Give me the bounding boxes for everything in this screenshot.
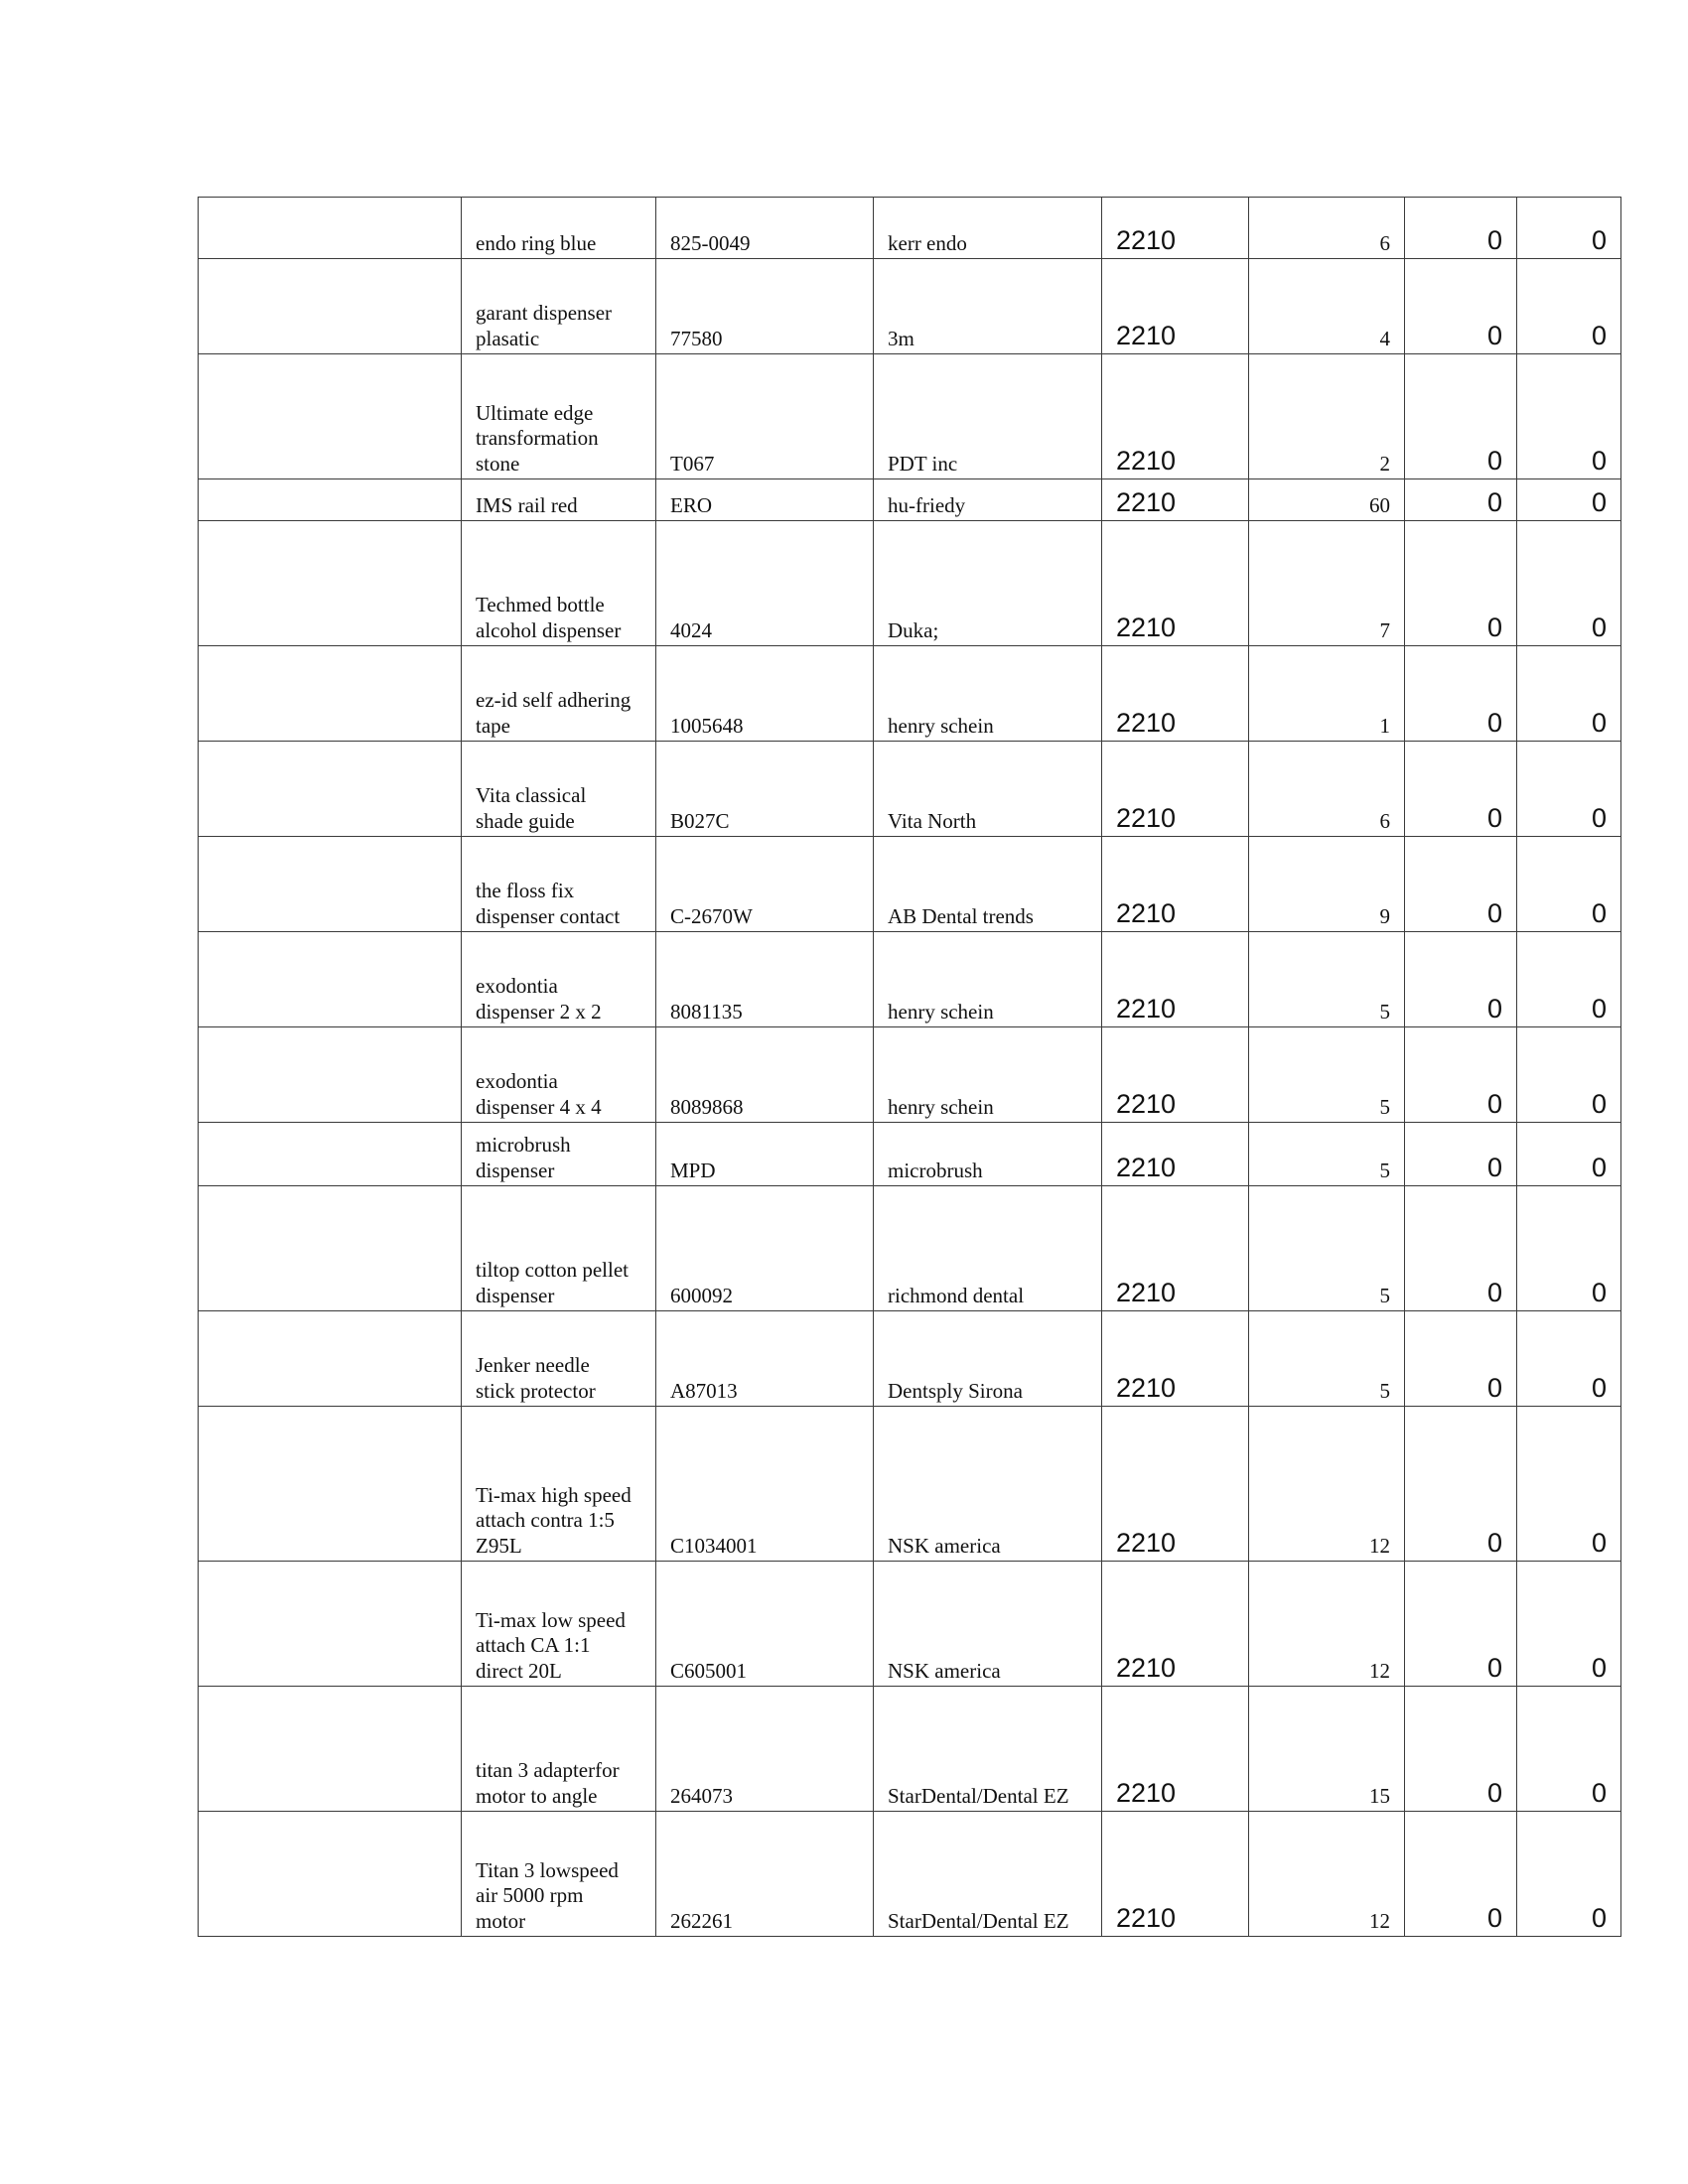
blank-cell (199, 198, 462, 259)
description-text: Ti-max low speed attach CA 1:1 direct 20L (476, 1607, 626, 1683)
part-number-cell: ERO (656, 479, 874, 521)
description-cell (462, 521, 656, 646)
description-cell (462, 932, 656, 1027)
description-text: exodontia dispenser 4 x 4 (476, 1069, 602, 1119)
value-a-cell: 0 (1405, 1186, 1517, 1311)
description-cell (462, 1027, 656, 1123)
description-cell (462, 1186, 656, 1311)
part-number-cell: 77580 (656, 259, 874, 354)
code-cell: 2210 (1102, 521, 1249, 646)
table-row (199, 1687, 1621, 1812)
quantity-cell: 5 (1249, 932, 1405, 1027)
blank-cell (199, 837, 462, 932)
blank-cell (199, 1407, 462, 1562)
manufacturer-cell: Vita North (874, 742, 1102, 837)
quantity-cell: 5 (1249, 1123, 1405, 1186)
table-row (199, 1123, 1621, 1186)
part-number-cell: C-2670W (656, 837, 874, 932)
manufacturer-cell: henry schein (874, 1027, 1102, 1123)
value-b-cell: 0 (1517, 1186, 1621, 1311)
table-row (199, 932, 1621, 1027)
description-text: Vita classical shade guide (476, 783, 587, 833)
manufacturer-cell: 3m (874, 259, 1102, 354)
description-cell (462, 354, 656, 479)
quantity-cell: 7 (1249, 521, 1405, 646)
value-a-cell: 0 (1405, 1687, 1517, 1812)
quantity-cell: 4 (1249, 259, 1405, 354)
code-cell: 2210 (1102, 1812, 1249, 1937)
code-cell: 2210 (1102, 1311, 1249, 1407)
blank-cell (199, 1812, 462, 1937)
manufacturer-cell: richmond dental (874, 1186, 1102, 1311)
code-cell: 2210 (1102, 1407, 1249, 1562)
part-number-cell: 8081135 (656, 932, 874, 1027)
description-text: garant dispenser plasatic (476, 301, 613, 350)
description-cell (462, 1123, 656, 1186)
description-text: IMS rail red (476, 492, 578, 517)
quantity-cell: 2 (1249, 354, 1405, 479)
part-number-cell: 264073 (656, 1687, 874, 1812)
quantity-cell: 15 (1249, 1687, 1405, 1812)
blank-cell (199, 1027, 462, 1123)
table-row (199, 198, 1621, 259)
code-cell: 2210 (1102, 742, 1249, 837)
quantity-cell: 6 (1249, 198, 1405, 259)
table-row (199, 1407, 1621, 1562)
quantity-cell: 6 (1249, 742, 1405, 837)
manufacturer-cell: PDT inc (874, 354, 1102, 479)
table-row (199, 646, 1621, 742)
description-cell (462, 837, 656, 932)
table-row (199, 1186, 1621, 1311)
blank-cell (199, 1186, 462, 1311)
value-a-cell: 0 (1405, 354, 1517, 479)
manufacturer-cell: NSK america (874, 1407, 1102, 1562)
description-text: the floss fix dispenser contact (476, 879, 621, 928)
manufacturer-cell: StarDental/Dental EZ (874, 1812, 1102, 1937)
table-row (199, 1311, 1621, 1407)
description-cell (462, 259, 656, 354)
value-b-cell: 0 (1517, 932, 1621, 1027)
quantity-cell: 5 (1249, 1027, 1405, 1123)
part-number-cell: 825-0049 (656, 198, 874, 259)
table-row (199, 742, 1621, 837)
code-cell: 2210 (1102, 837, 1249, 932)
quantity-cell: 12 (1249, 1562, 1405, 1687)
blank-cell (199, 1562, 462, 1687)
code-cell: 2210 (1102, 1123, 1249, 1186)
value-a-cell: 0 (1405, 742, 1517, 837)
value-b-cell: 0 (1517, 837, 1621, 932)
description-cell (462, 646, 656, 742)
description-text: Ti-max high speed attach contra 1:5 Z95L (476, 1482, 632, 1558)
blank-cell (199, 742, 462, 837)
manufacturer-cell: henry schein (874, 646, 1102, 742)
value-b-cell: 0 (1517, 354, 1621, 479)
code-cell: 2210 (1102, 1027, 1249, 1123)
description-text: endo ring blue (476, 230, 597, 255)
quantity-cell: 60 (1249, 479, 1405, 521)
value-a-cell: 0 (1405, 1311, 1517, 1407)
manufacturer-cell: henry schein (874, 932, 1102, 1027)
description-text: exodontia dispenser 2 x 2 (476, 974, 602, 1024)
blank-cell (199, 1123, 462, 1186)
value-b-cell: 0 (1517, 479, 1621, 521)
value-b-cell: 0 (1517, 742, 1621, 837)
description-cell (462, 1311, 656, 1407)
value-b-cell: 0 (1517, 1311, 1621, 1407)
manufacturer-cell: Dentsply Sirona (874, 1311, 1102, 1407)
value-a-cell: 0 (1405, 1562, 1517, 1687)
table-row (199, 521, 1621, 646)
manufacturer-cell: hu-friedy (874, 479, 1102, 521)
blank-cell (199, 932, 462, 1027)
code-cell: 2210 (1102, 1687, 1249, 1812)
manufacturer-cell: microbrush (874, 1123, 1102, 1186)
table-row (199, 1027, 1621, 1123)
part-number-cell: MPD (656, 1123, 874, 1186)
description-text: Ultimate edge transformation stone (476, 400, 599, 476)
description-cell (462, 1687, 656, 1812)
manufacturer-cell: NSK america (874, 1562, 1102, 1687)
description-text: ez-id self adhering tape (476, 688, 632, 738)
value-a-cell: 0 (1405, 259, 1517, 354)
table-row (199, 354, 1621, 479)
part-number-cell: C1034001 (656, 1407, 874, 1562)
description-cell (462, 1812, 656, 1937)
table-row (199, 479, 1621, 521)
value-a-cell: 0 (1405, 479, 1517, 521)
value-b-cell: 0 (1517, 1407, 1621, 1562)
part-number-cell: 4024 (656, 521, 874, 646)
table-row (199, 259, 1621, 354)
value-b-cell: 0 (1517, 1812, 1621, 1937)
description-cell (462, 742, 656, 837)
code-cell: 2210 (1102, 1186, 1249, 1311)
value-b-cell: 0 (1517, 259, 1621, 354)
description-text: Titan 3 lowspeed air 5000 rpm motor (476, 1857, 619, 1933)
code-cell: 2210 (1102, 932, 1249, 1027)
value-a-cell: 0 (1405, 1027, 1517, 1123)
value-b-cell: 0 (1517, 646, 1621, 742)
blank-cell (199, 646, 462, 742)
value-a-cell: 0 (1405, 1123, 1517, 1186)
value-b-cell: 0 (1517, 1027, 1621, 1123)
part-number-cell: T067 (656, 354, 874, 479)
description-cell (462, 1407, 656, 1562)
manufacturer-cell: kerr endo (874, 198, 1102, 259)
part-number-cell: 600092 (656, 1186, 874, 1311)
quantity-cell: 5 (1249, 1311, 1405, 1407)
code-cell: 2210 (1102, 479, 1249, 521)
manufacturer-cell: AB Dental trends (874, 837, 1102, 932)
value-b-cell: 0 (1517, 1123, 1621, 1186)
description-cell (462, 198, 656, 259)
blank-cell (199, 259, 462, 354)
description-text: Jenker needle stick protector (476, 1353, 596, 1403)
value-a-cell: 0 (1405, 932, 1517, 1027)
value-b-cell: 0 (1517, 1562, 1621, 1687)
code-cell: 2210 (1102, 354, 1249, 479)
blank-cell (199, 479, 462, 521)
value-a-cell: 0 (1405, 521, 1517, 646)
table-body (199, 198, 1621, 1937)
description-text: microbrush dispenser (476, 1133, 571, 1182)
table-row (199, 837, 1621, 932)
code-cell: 2210 (1102, 198, 1249, 259)
code-cell: 2210 (1102, 646, 1249, 742)
part-number-cell: C605001 (656, 1562, 874, 1687)
description-text: tiltop cotton pellet dispenser (476, 1258, 629, 1307)
value-a-cell: 0 (1405, 646, 1517, 742)
value-b-cell: 0 (1517, 198, 1621, 259)
quantity-cell: 12 (1249, 1812, 1405, 1937)
description-cell (462, 1562, 656, 1687)
blank-cell (199, 521, 462, 646)
code-cell: 2210 (1102, 1562, 1249, 1687)
value-b-cell: 0 (1517, 521, 1621, 646)
quantity-cell: 9 (1249, 837, 1405, 932)
value-a-cell: 0 (1405, 837, 1517, 932)
blank-cell (199, 354, 462, 479)
part-number-cell: B027C (656, 742, 874, 837)
table-row (199, 1562, 1621, 1687)
value-a-cell: 0 (1405, 1812, 1517, 1937)
quantity-cell: 5 (1249, 1186, 1405, 1311)
manufacturer-cell: Duka; (874, 521, 1102, 646)
part-number-cell: 1005648 (656, 646, 874, 742)
quantity-cell: 12 (1249, 1407, 1405, 1562)
part-number-cell: 8089868 (656, 1027, 874, 1123)
value-a-cell: 0 (1405, 198, 1517, 259)
blank-cell (199, 1687, 462, 1812)
part-number-cell: 262261 (656, 1812, 874, 1937)
code-cell: 2210 (1102, 259, 1249, 354)
description-text: titan 3 adapterfor motor to angle (476, 1758, 620, 1808)
manufacturer-cell: StarDental/Dental EZ (874, 1687, 1102, 1812)
part-number-cell: A87013 (656, 1311, 874, 1407)
table-row (199, 1812, 1621, 1937)
value-a-cell: 0 (1405, 1407, 1517, 1562)
description-text: Techmed bottle alcohol dispenser (476, 593, 622, 642)
inventory-table (198, 197, 1621, 1937)
value-b-cell: 0 (1517, 1687, 1621, 1812)
description-cell (462, 479, 656, 521)
blank-cell (199, 1311, 462, 1407)
quantity-cell: 1 (1249, 646, 1405, 742)
